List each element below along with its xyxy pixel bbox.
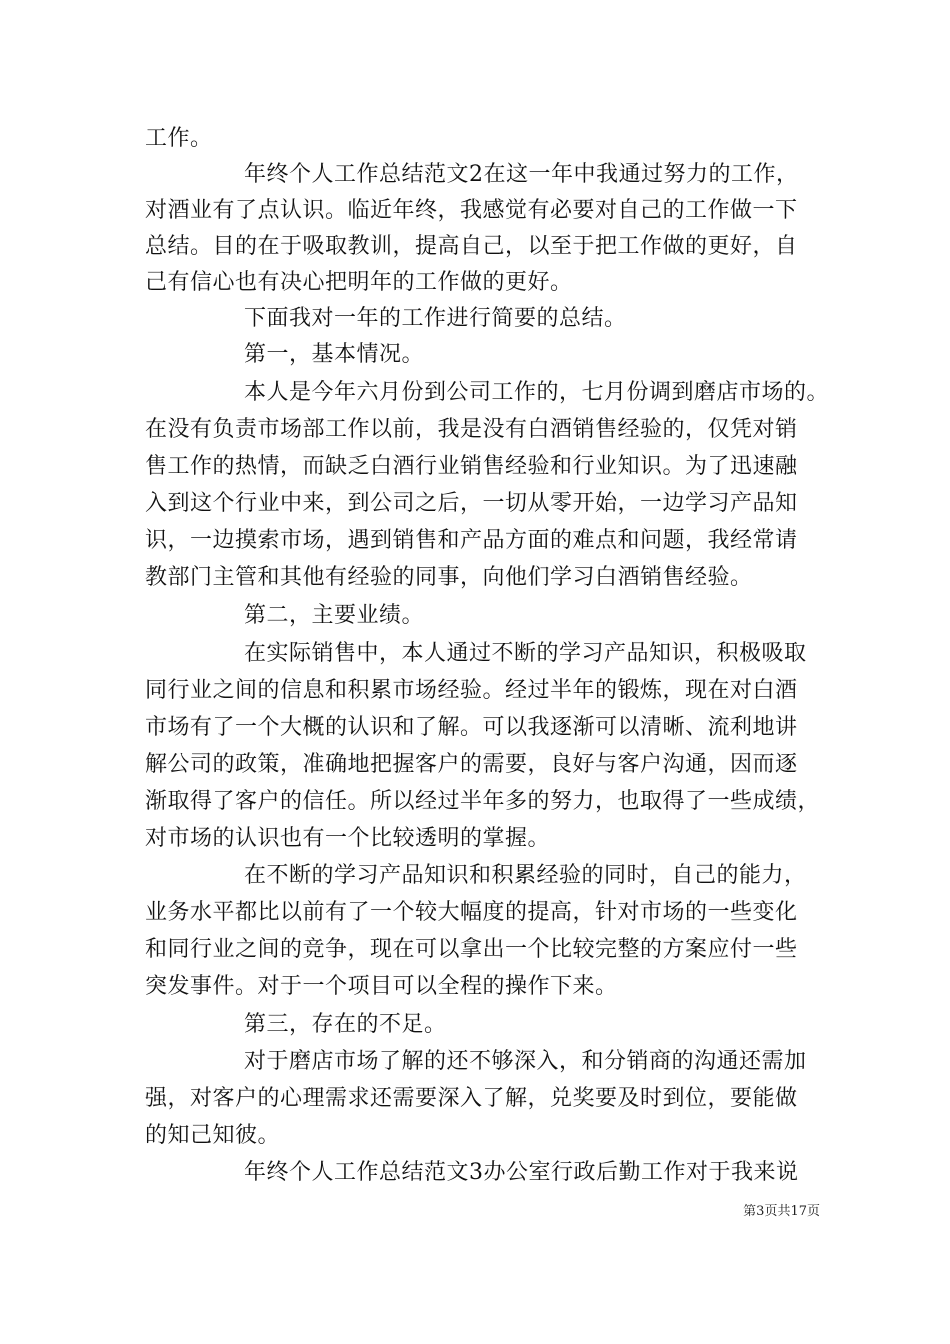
text-line: 的知己知彼。 — [145, 1123, 281, 1148]
text-line: 突发事件。对于一个项目可以全程的操作下来。 — [145, 974, 618, 999]
text-line: 工作。 — [145, 126, 213, 151]
page-number: 第3页共17页 — [743, 1204, 820, 1219]
text-line: 识，一边摸索市场，遇到销售和产品方面的难点和问题，我经常请 — [145, 528, 798, 553]
text-line: 在没有负责市场部工作以前，我是没有白酒销售经验的，仅凭对销 — [145, 417, 798, 442]
section-heading: 第三，存在的不足。 — [244, 1012, 447, 1037]
paragraph-line: 对于磨店市场了解的还不够深入，和分销商的沟通还需加 — [244, 1049, 807, 1074]
paragraph-line: 本人是今年六月份到公司工作的，七月份调到磨店市场的。 — [244, 380, 830, 405]
text-line: 强，对客户的心理需求还需要深入了解，兑奖要及时到位，要能做 — [145, 1086, 798, 1111]
text-line: 对市场的认识也有一个比较透明的掌握。 — [145, 826, 551, 851]
text-line: 己有信心也有决心把明年的工作做的更好。 — [145, 270, 573, 295]
section-heading: 第二，主要业绩。 — [244, 603, 425, 628]
text-line: 市场有了一个大概的认识和了解。可以我逐渐可以清晰、流利地讲 — [145, 715, 798, 740]
paragraph-line: 年终个人工作总结范文3办公室行政后勤工作对于我来说 — [244, 1160, 799, 1185]
paragraph-line: 下面我对一年的工作进行简要的总结。 — [244, 306, 627, 331]
section-heading: 第一，基本情况。 — [244, 342, 425, 367]
text-line: 同行业之间的信息和积累市场经验。经过半年的锻炼，现在对白酒 — [145, 678, 798, 703]
text-line: 售工作的热情，而缺乏白酒行业销售经验和行业知识。为了迅速融 — [145, 454, 798, 479]
text-line: 渐取得了客户的信任。所以经过半年多的努力，也取得了一些成绩， — [145, 789, 821, 814]
paragraph-line: 在不断的学习产品知识和积累经验的同时，自己的能力， — [244, 863, 807, 888]
text-line: 教部门主管和其他有经验的同事，向他们学习白酒销售经验。 — [145, 565, 753, 590]
text-line: 总结。目的在于吸取教训，提高自己，以至于把工作做的更好，自 — [145, 234, 798, 259]
text-line: 对酒业有了点认识。临近年终，我感觉有必要对自己的工作做一下 — [145, 198, 798, 223]
paragraph-line: 年终个人工作总结范文2在这一年中我通过努力的工作， — [244, 162, 799, 187]
text-line: 入到这个行业中来，到公司之后，一切从零开始，一边学习产品知 — [145, 491, 798, 516]
text-line: 解公司的政策，准确地把握客户的需要，良好与客户沟通，因而逐 — [145, 752, 798, 777]
text-line: 和同行业之间的竞争，现在可以拿出一个比较完整的方案应付一些 — [145, 937, 798, 962]
paragraph-line: 在实际销售中，本人通过不断的学习产品知识，积极吸取 — [244, 641, 807, 666]
text-line: 业务水平都比以前有了一个较大幅度的提高，针对市场的一些变化 — [145, 900, 798, 925]
